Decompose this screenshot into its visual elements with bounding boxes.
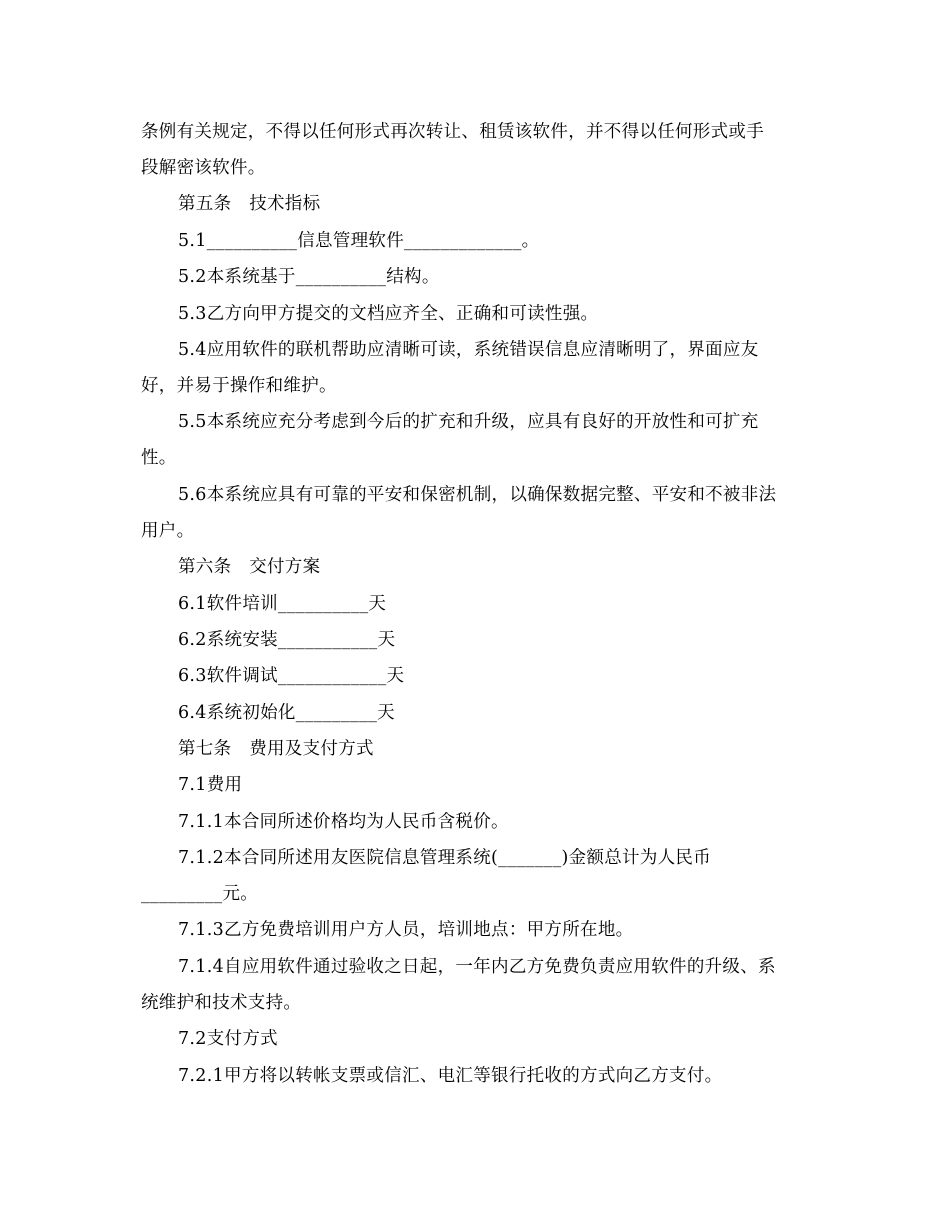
text-line: 5.6本系统应具有可靠的平安和保密机制，以确保数据完整、平安和不被非法 [178,485,777,505]
text-line: 7.2.1甲方将以转帐支票或信汇、电汇等银行托收的方式向乙方支付。 [178,1066,723,1086]
text-line: 6.4系统初始化_________天 [178,703,395,723]
text-line: 7.2支付方式 [178,1029,278,1049]
text-line: 条例有关规定，不得以任何形式再次转让、租赁该软件，并不得以任何形式或手 [141,122,764,142]
text-line: 7.1.4自应用软件通过验收之日起，一年内乙方免费负责应用软件的升级、系 [178,957,776,977]
text-line: 6.2系统安装___________天 [178,630,396,650]
text-line: 7.1.1本合同所述价格均为人民币含税价。 [178,812,509,832]
section-heading: 第六条 交付方案 [178,557,321,577]
text-line: 统维护和技术支持。 [141,993,302,1013]
text-line: 5.3乙方向甲方提交的文档应齐全、正确和可读性强。 [178,304,599,324]
text-line: 6.1软件培训__________天 [178,594,387,614]
text-line: 5.4应用软件的联机帮助应清晰可读，系统错误信息应清晰明了，界面应友 [178,340,759,360]
text-line: 5.1__________信息管理软件_____________。 [178,231,540,251]
text-line: 7.1.3乙方免费培训用户方人员，培训地点：甲方所在地。 [178,920,634,940]
text-line: 5.2本系统基于__________结构。 [178,267,440,287]
text-line: _________元。 [141,884,259,904]
section-heading: 第七条 费用及支付方式 [178,739,374,759]
text-line: 性。 [141,448,177,468]
text-line: 段解密该软件。 [141,158,266,178]
text-line: 7.1.2本合同所述用友医院信息管理系统(_______)金额总计为人民币 [178,848,712,868]
section-heading: 第五条 技术指标 [178,194,321,214]
text-line: 用户。 [141,521,195,541]
text-line: 6.3软件调试____________天 [178,666,405,686]
text-line: 5.5本系统应充分考虑到今后的扩充和升级，应具有良好的开放性和可扩充 [178,412,759,432]
text-line: 7.1费用 [178,775,243,795]
text-line: 好，并易于操作和维护。 [141,376,337,396]
